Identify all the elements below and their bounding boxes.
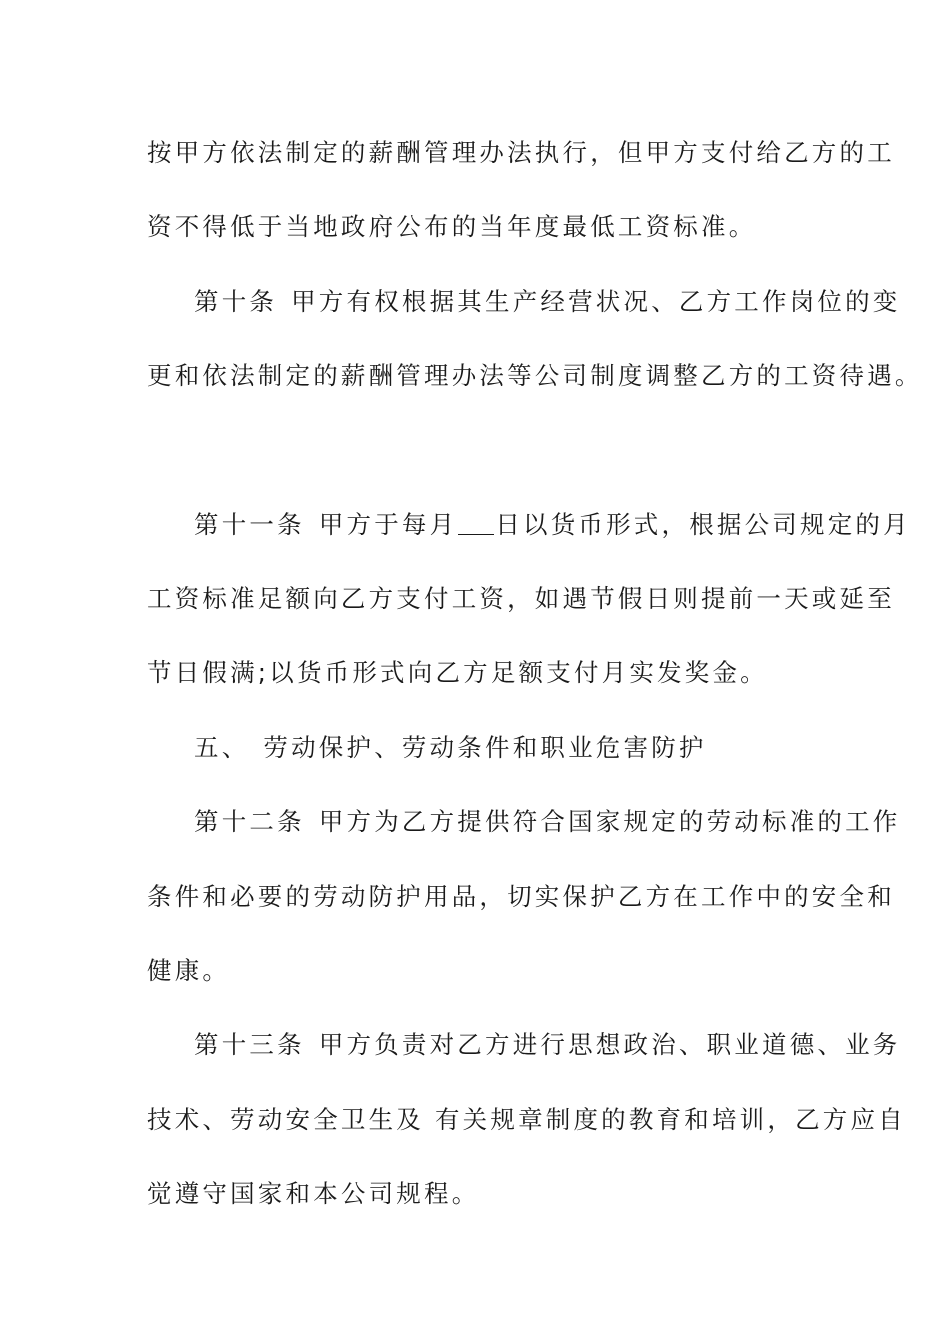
article-11-line-1 [194, 510, 911, 540]
article-13-line-3 [147, 1179, 479, 1209]
text: 更和依法制定的薪酬管理办法等公司制度调整乙方的工资待遇。 [147, 361, 923, 390]
section-5-heading [194, 733, 707, 763]
article-label: 第十三条 [194, 1030, 305, 1059]
text: 工资标准足额向乙方支付工资，如遇节假日则提前一天或延至 [147, 584, 895, 613]
article-10-line-1 [194, 287, 901, 317]
article-13-line-2 [147, 1105, 906, 1135]
text: 日以货币形式，根据公司规定的月 [495, 510, 911, 539]
article-13-line-1 [194, 1030, 901, 1060]
fill-in-blank [458, 512, 494, 535]
article-label: 第十一条 [194, 510, 305, 539]
text: 资不得低于当地政府公布的当年度最低工资标准。 [147, 212, 757, 241]
section-number: 五、 [194, 733, 250, 762]
article-11-line-3 [147, 658, 768, 688]
article-10-line-2 [147, 361, 923, 391]
article-11-line-2 [147, 584, 895, 614]
text: 技术、劳动安全卫生及 有关规章制度的教育和培训，乙方应自 [147, 1105, 906, 1134]
text: 甲方于每月 [318, 510, 458, 539]
paragraph-1-line-1 [147, 138, 895, 168]
section-title: 劳动保护、劳动条件和职业危害防护 [263, 733, 707, 762]
text: 条件和必要的劳动防护用品，切实保护乙方在工作中的安全和 [147, 882, 895, 911]
text: 甲方有权根据其生产经营状况、乙方工作岗位的变 [291, 287, 901, 316]
article-12-line-2 [147, 882, 895, 912]
article-12-line-1 [194, 807, 901, 837]
text: 节日假满;以货币形式向乙方足额支付月实发奖金。 [147, 658, 768, 687]
text: 甲方负责对乙方进行思想政治、职业道德、业务 [318, 1030, 901, 1059]
text: 觉遵守国家和本公司规程。 [147, 1179, 480, 1208]
article-12-line-3 [147, 956, 230, 986]
article-label: 第十条 [194, 287, 278, 316]
text: 健康。 [147, 956, 231, 985]
paragraph-1-line-2 [147, 212, 756, 242]
article-label: 第十二条 [194, 807, 305, 836]
text: 按甲方依法制定的薪酬管理办法执行，但甲方支付给乙方的工 [147, 138, 895, 167]
text: 甲方为乙方提供符合国家规定的劳动标准的工作 [318, 807, 901, 836]
